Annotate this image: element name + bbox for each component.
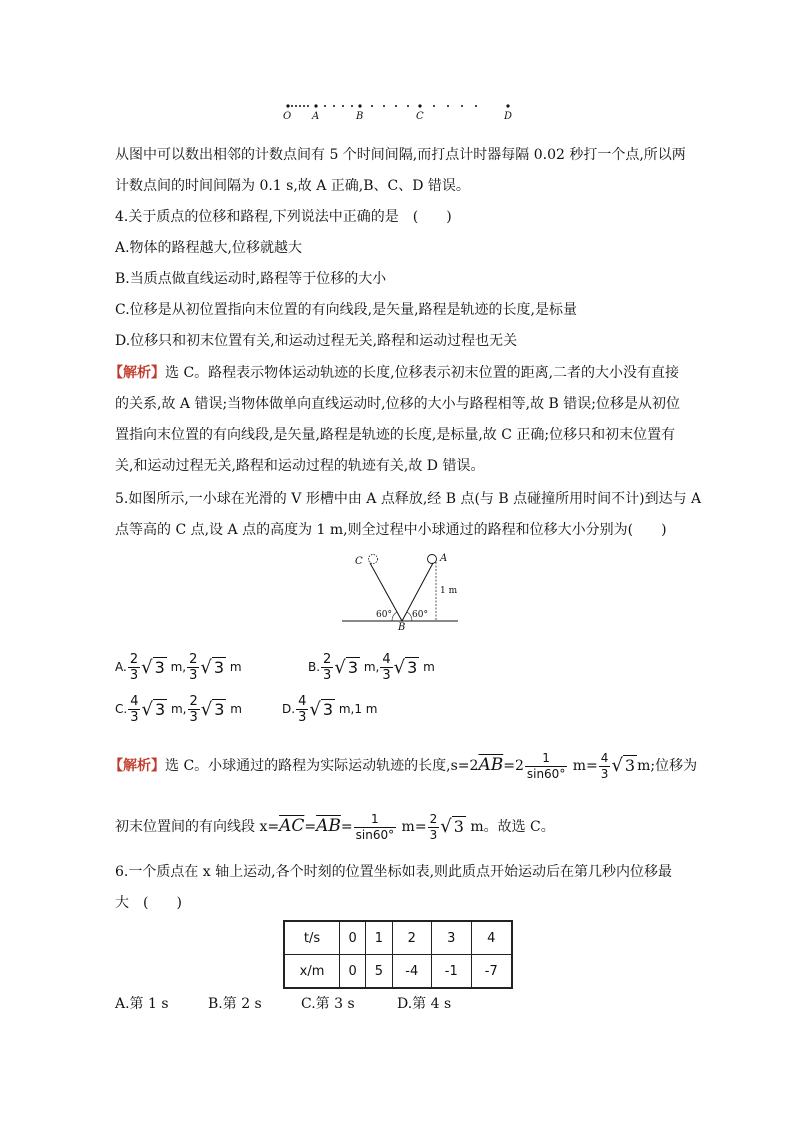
q4-option-c: C.位移是从初位置指向末位置的有向线段,是矢量,路程是轨迹的长度,是标量: [115, 302, 578, 318]
q5-stem-line-1: 5.如图所示,一小球在光滑的 V 形槽中由 A 点释放,经 B 点(与 B 点碰撞所用时间不计)到达与 A: [115, 491, 702, 507]
q4-analysis-line-3: 置指向末位置的有向线段,是矢量,路程是轨迹的长度,是标量,故 C 正确;位移只和初末位置有: [115, 427, 676, 443]
unit: m,: [363, 660, 380, 674]
denominator: 3: [382, 668, 391, 683]
sqrt: [440, 810, 466, 844]
denominator: 3: [429, 827, 438, 842]
timeline-label-o: O: [283, 111, 292, 122]
radical-sign: √: [440, 816, 452, 837]
analysis-tag: 【解析】: [109, 365, 165, 381]
sqrt: [334, 657, 360, 678]
numerator: 1: [525, 751, 567, 767]
q4-option-a: A.物体的路程越大,位移就越大: [115, 240, 303, 256]
arc-ab: $\overline{AB}$: [478, 755, 504, 775]
radical-sign: √: [393, 657, 406, 678]
sqrt: [200, 657, 226, 678]
fraction: [296, 694, 308, 725]
fraction: [188, 694, 200, 725]
fraction: [128, 652, 140, 683]
q5-analysis-text-1: 选 C。小球通过的路程为实际运动轨迹的长度,s=2: [165, 758, 479, 774]
q4-analysis-text-1: 选 C。路程表示物体运动轨迹的长度,位移表示初末位置的距离,二者的大小没有直接: [165, 365, 680, 381]
equals: =: [340, 819, 353, 835]
fraction: [428, 812, 440, 843]
numerator: 4: [130, 694, 139, 709]
option-letter: D.: [282, 702, 296, 716]
figure-angle-left: 60°: [376, 610, 392, 620]
sqrt: [611, 749, 637, 783]
table-cell: 0: [340, 955, 366, 989]
radical-sign: √: [141, 699, 153, 720]
numerator: 4: [382, 652, 391, 667]
figure-label-a: A: [440, 553, 448, 564]
q5-analysis-line-1: [109, 748, 697, 783]
sqrt: [141, 657, 167, 678]
radicand: 3: [154, 700, 166, 719]
radical-sign: √: [611, 755, 623, 776]
table-cell: 3: [432, 921, 472, 955]
option-letter: B.: [308, 660, 321, 674]
numerator: 4: [600, 750, 609, 765]
m-equals: m=: [401, 819, 427, 835]
figure-label-b: B: [398, 622, 406, 633]
option-letter: A.: [115, 660, 127, 674]
denominator: 3: [298, 710, 307, 725]
unit: m,: [170, 660, 187, 674]
q6-option-d: D.第 4 s: [397, 996, 452, 1012]
v-groove-figure: [340, 550, 460, 636]
fraction: [354, 812, 396, 843]
denominator: 3: [129, 668, 139, 683]
analysis-tag: 【解析】: [109, 758, 165, 774]
denominator: 3: [189, 710, 198, 725]
q6-option-b: B.第 2 s: [208, 996, 262, 1012]
radicand: 3: [453, 817, 464, 836]
radicand: 3: [347, 658, 358, 677]
fraction: [128, 694, 140, 725]
sqrt: [394, 657, 420, 678]
equals: =: [304, 819, 317, 835]
timeline-figure: [280, 100, 520, 126]
sqrt: [201, 699, 227, 720]
denominator: 3: [189, 668, 198, 683]
q4-option-b: B.当质点做直线运动时,路程等于位移的大小: [115, 271, 387, 287]
timeline-label-c: C: [416, 111, 424, 122]
radical-sign: √: [141, 657, 153, 678]
table-cell: 2: [392, 921, 432, 955]
radical-sign: √: [200, 657, 212, 678]
figure-angle-right: 60°: [412, 610, 428, 620]
sqrt: [309, 699, 335, 720]
q5-analysis-text-2: m;位移为: [637, 758, 698, 774]
q6-stem-line-2: 大 ( ): [115, 895, 182, 911]
numerator: 2: [129, 652, 139, 667]
timeline-label-a: A: [312, 111, 320, 122]
sqrt: [141, 699, 167, 720]
radicand: 3: [407, 658, 418, 677]
table-header-cell: x/m: [284, 955, 340, 989]
equals-two: =2: [503, 758, 524, 774]
arc-ab: $\overline{AB}$: [316, 816, 341, 836]
fraction: [321, 652, 333, 683]
radical-sign: √: [200, 699, 213, 720]
vector-ac: $\overline{AC}$: [279, 816, 305, 836]
denominator: sin60°: [355, 827, 395, 842]
table-cell: -1: [432, 955, 472, 989]
timeline-label-d: D: [504, 111, 513, 122]
q5-analysis-text-4: m。故选 C。: [470, 819, 555, 835]
table-cell: -7: [471, 955, 512, 989]
fraction: [187, 652, 199, 683]
radicand: 3: [154, 658, 165, 677]
q6-option-c: C.第 3 s: [301, 996, 355, 1012]
q5-analysis-line-2: [115, 809, 555, 844]
numerator: 2: [189, 652, 198, 667]
numerator: 2: [323, 652, 332, 667]
q5-option-a: [115, 652, 242, 683]
radical-sign: √: [334, 657, 346, 678]
denominator: 3: [600, 766, 609, 781]
q4-option-d: D.位移只和初末位置有关,和运动过程无关,路程和运动过程也无关: [115, 333, 518, 349]
table-cell: 0: [340, 921, 366, 955]
q4-analysis-line-2: 的关系,故 A 错误;当物体做单向直线运动时,位移的大小与路程相等,故 B 错误;位移是从初位: [115, 396, 680, 412]
radicand: 3: [213, 658, 225, 677]
table-header-cell: t/s: [284, 921, 340, 955]
radicand: 3: [624, 756, 636, 775]
fraction: [380, 652, 392, 683]
q4-analysis-line-4: 关,和运动过程无关,路程和运动过程的轨迹有关,故 D 错误。: [115, 458, 485, 474]
radicand: 3: [322, 700, 334, 719]
q5-option-d: [282, 694, 378, 725]
q4-stem: 4.关于质点的位移和路程,下列说法中正确的是 ( ): [115, 209, 452, 225]
prev-explanation-line-1: 从图中可以数出相邻的计数点间有 5 个时间间隔,而打点计时器每隔 0.02 秒打一个点,所以两: [115, 147, 686, 163]
position-table: [283, 920, 513, 989]
m-equals: m=: [572, 758, 598, 774]
radicand: 3: [214, 700, 225, 719]
q5-analysis-text-3: 初末位置间的有向线段 x=: [115, 819, 280, 835]
table-cell: 5: [366, 955, 392, 989]
numerator: 2: [189, 694, 198, 709]
denominator: sin60°: [526, 766, 566, 781]
unit: m,: [170, 702, 187, 716]
unit: m: [230, 702, 242, 716]
numerator: 1: [354, 812, 396, 828]
unit: m,1 m: [338, 702, 378, 716]
table-cell: 4: [471, 921, 512, 955]
q5-option-b: [308, 652, 435, 683]
q4-analysis-line-1: [109, 363, 679, 383]
fraction: [599, 751, 611, 782]
q6-option-a: A.第 1 s: [115, 996, 169, 1012]
option-letter: C.: [115, 702, 128, 716]
timeline-label-b: B: [356, 111, 364, 122]
table-cell: -4: [392, 955, 432, 989]
figure-height-label: 1 m: [440, 586, 458, 596]
table-row: [284, 921, 512, 955]
numerator: 4: [298, 694, 307, 709]
numerator: 2: [429, 811, 438, 826]
prev-explanation-line-2: 计数点间的时间间隔为 0.1 s,故 A 正确,B、C、D 错误。: [115, 178, 470, 194]
q6-stem-line-1: 6.一个质点在 x 轴上运动,各个时刻的位置坐标如表,则此质点开始运动后在第几秒内位移最: [115, 864, 673, 880]
unit: m: [423, 660, 435, 674]
radical-sign: √: [309, 699, 321, 720]
denominator: 3: [130, 710, 139, 725]
table-row: [284, 955, 512, 989]
figure-label-c: C: [355, 556, 363, 567]
q5-stem-line-2: 点等高的 C 点,设 A 点的高度为 1 m,则全过程中小球通过的路程和位移大小分别为( ): [115, 522, 667, 538]
table-cell: 1: [366, 921, 392, 955]
unit: m: [229, 660, 242, 674]
denominator: 3: [323, 668, 332, 683]
fraction: [525, 751, 567, 782]
q5-option-c: [115, 694, 242, 725]
